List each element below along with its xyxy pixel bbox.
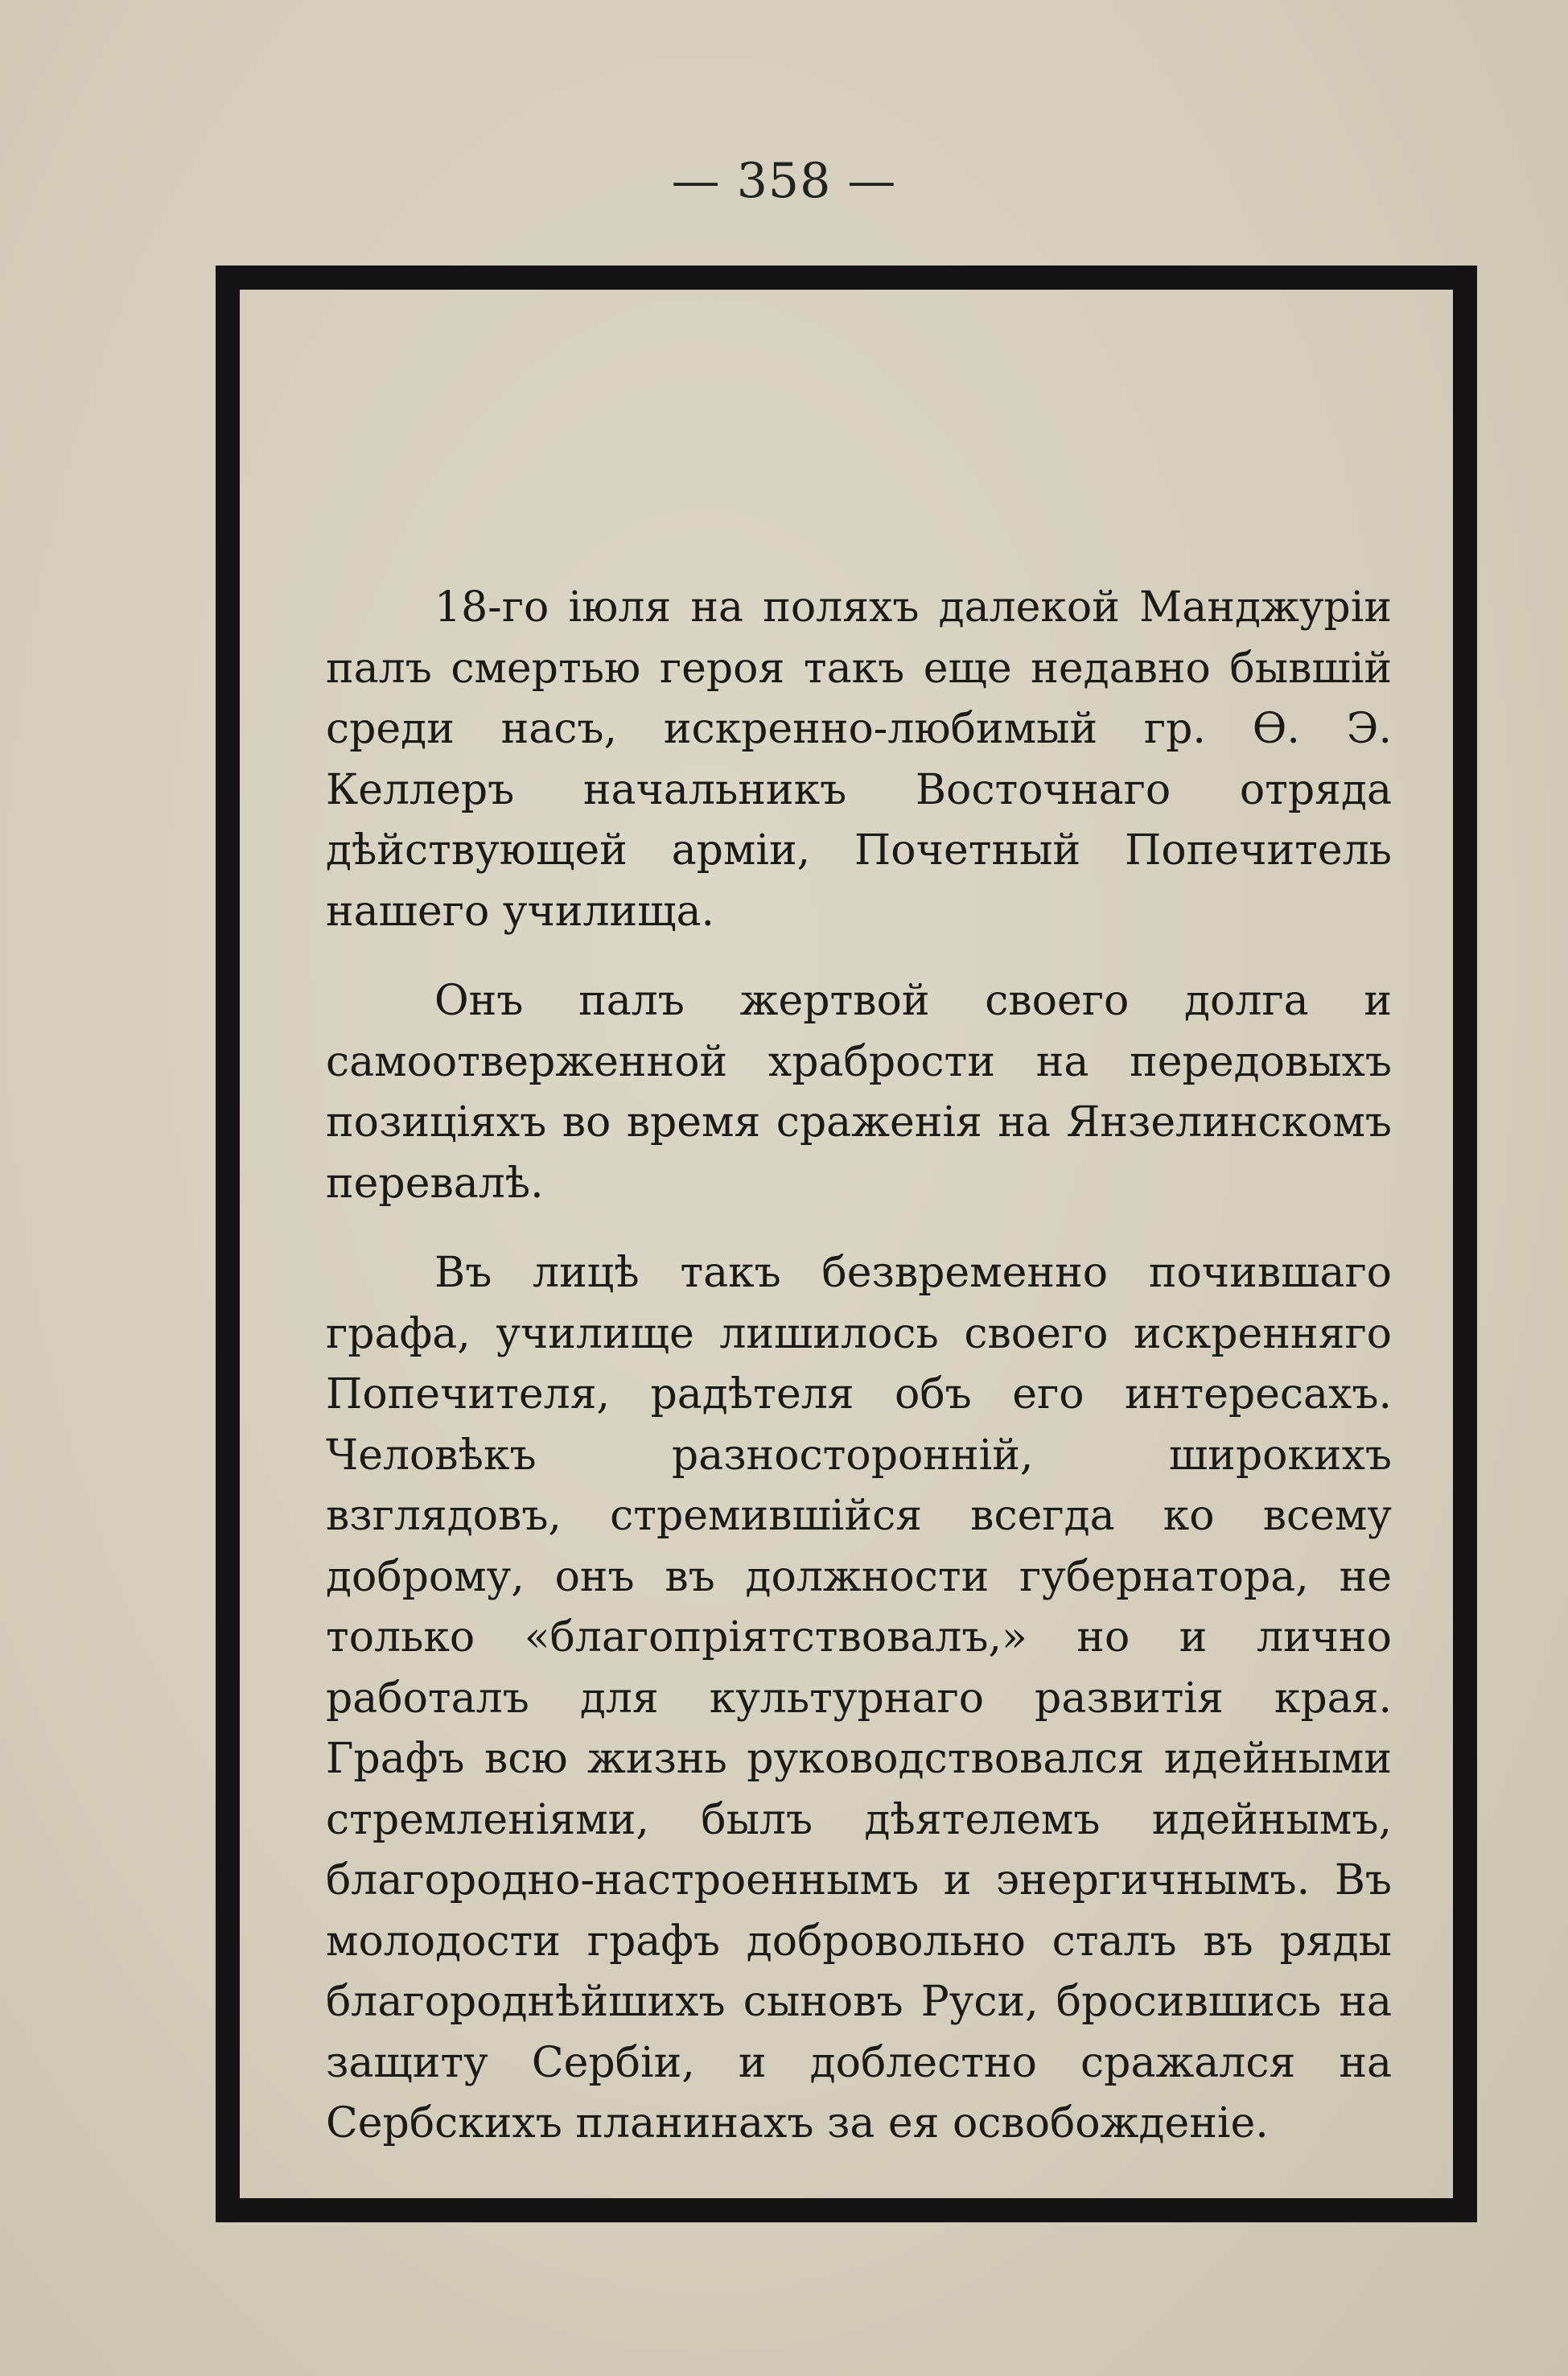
- paragraph: 18-го іюля на поляхъ далекой Манджуріи палъ смертью героя такъ еще недавно бывшій среди насъ, искренно-любимый гр. Ѳ. Э. Келлеръ начальникъ Восточнаго отряда дѣйствующей арміи, Почетный Попечитель нашего училища.: [326, 583, 1392, 936]
- paragraph: Онъ палъ жертвой своего долга и самоотверженной храбрости на передовыхъ позиціяхъ во время сраженія на Янзелинскомъ перевалѣ.: [326, 977, 1392, 1208]
- paragraph: Въ лицѣ такъ безвременно почившаго графа, училище лишилось своего искренняго Попечителя, радѣтеля объ его интересахъ. Человѣкъ разносторонній, широкихъ взглядовъ, стремившійся всегда ко всему доброму, онъ въ должности губернатора, не только «благопріятствовалъ,» но и лично работалъ для культурнаго развитія края. Графъ всю жизнь руководствовался идейными стремленіями, былъ дѣятелемъ идейнымъ, благородно-настроеннымъ и энергичнымъ. Въ молодости графъ добровольно сталъ въ ряды благороднѣйшихъ сыновъ Руси, бросившись на защиту Сербіи, и доблестно сражался на Сербскихъ планинахъ за ея освобожденіе.: [326, 1249, 1392, 2147]
- page-number: — 358 —: [671, 153, 897, 209]
- obituary-text: [326, 578, 1392, 2184]
